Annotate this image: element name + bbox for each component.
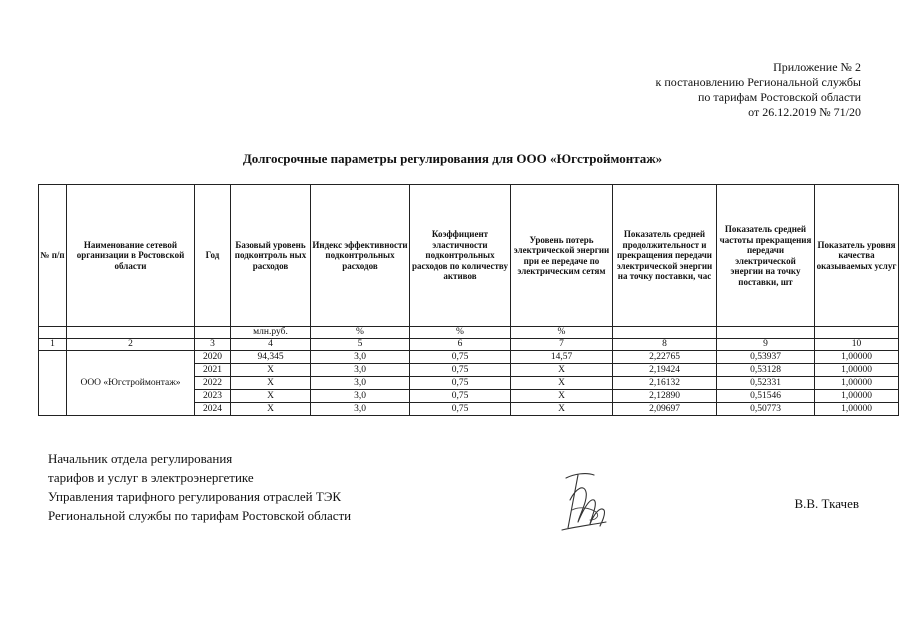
appendix-line: от 26.12.2019 № 71/20	[748, 105, 861, 119]
header-cell: Показатель уровня качества оказываемых услуг	[815, 185, 899, 327]
elasticity-coef-cell: 0,75	[410, 364, 511, 377]
efficiency-index-cell: 3,0	[311, 364, 410, 377]
appendix-line: к постановлению Региональной службы	[655, 75, 861, 89]
duration-cell: 2,19424	[613, 364, 717, 377]
unit-cell: %	[410, 327, 511, 339]
unit-cell	[67, 327, 195, 339]
appendix-line: Приложение № 2	[773, 60, 861, 74]
column-number: 8	[613, 339, 717, 351]
column-number: 4	[231, 339, 311, 351]
quality-cell: 1,00000	[815, 364, 899, 377]
frequency-cell: 0,53937	[717, 351, 815, 364]
document-title: Долгосрочные параметры регулирования для ООО «Югстроймонтаж»	[242, 151, 663, 166]
base-cost-cell: X	[231, 390, 311, 403]
elasticity-coef-cell: 0,75	[410, 390, 511, 403]
efficiency-index-cell: 3,0	[311, 390, 410, 403]
appendix-note	[541, 60, 861, 120]
column-number: 9	[717, 339, 815, 351]
signatory-name: В.В. Ткачев	[794, 496, 859, 511]
header-cell: Уровень потерь электрической энергии при ее передаче по электрическим сетям	[511, 185, 613, 327]
column-number: 10	[815, 339, 899, 351]
unit-cell	[613, 327, 717, 339]
year-cell: 2024	[195, 403, 231, 416]
elasticity-coef-cell: 0,75	[410, 403, 511, 416]
handwritten-signature	[556, 470, 612, 536]
header-cell: Год	[195, 185, 231, 327]
unit-cell	[717, 327, 815, 339]
losses-cell: X	[511, 390, 613, 403]
duration-cell: 2,22765	[613, 351, 717, 364]
quality-cell: 1,00000	[815, 403, 899, 416]
year-cell: 2020	[195, 351, 231, 364]
duration-cell: 2,12890	[613, 390, 717, 403]
quality-cell: 1,00000	[815, 390, 899, 403]
table-row	[39, 351, 899, 364]
header-cell: Наименование сетевой организации в Ростовской области	[67, 185, 195, 327]
frequency-cell: 0,53128	[717, 364, 815, 377]
column-number: 6	[410, 339, 511, 351]
header-cell: Индекс эффективности подконтрольных расходов	[311, 185, 410, 327]
duration-cell: 2,09697	[613, 403, 717, 416]
unit-cell	[195, 327, 231, 339]
elasticity-coef-cell: 0,75	[410, 351, 511, 364]
losses-cell: X	[511, 364, 613, 377]
year-cell: 2021	[195, 364, 231, 377]
unit-cell: %	[511, 327, 613, 339]
quality-cell: 1,00000	[815, 377, 899, 390]
frequency-cell: 0,50773	[717, 403, 815, 416]
signatory-position	[48, 449, 351, 525]
appendix-line: по тарифам Ростовской области	[697, 90, 861, 104]
frequency-cell: 0,52331	[717, 377, 815, 390]
efficiency-index-cell: 3,0	[311, 377, 410, 390]
year-cell: 2022	[195, 377, 231, 390]
column-number: 2	[67, 339, 195, 351]
column-number: 3	[195, 339, 231, 351]
signatory-line: Управления тарифного регулирования отраслей ТЭК	[48, 489, 342, 504]
header-cell: Показатель средней продолжительност и прекращения передачи электрической энергии на точку поставки, час	[613, 185, 717, 327]
efficiency-index-cell: 3,0	[311, 351, 410, 364]
elasticity-coef-cell: 0,75	[410, 377, 511, 390]
header-cell: № п/п	[39, 185, 67, 327]
organization-name: ООО «Югстроймонтаж»	[67, 351, 195, 416]
column-number: 7	[511, 339, 613, 351]
header-cell: Коэффициент эластичности подконтрольных расходов по количеству активов	[410, 185, 511, 327]
column-number: 1	[39, 339, 67, 351]
signatory-line: тарифов и услуг в электроэнергетике	[48, 470, 254, 485]
efficiency-index-cell: 3,0	[311, 403, 410, 416]
base-cost-cell: X	[231, 364, 311, 377]
base-cost-cell: X	[231, 403, 311, 416]
losses-cell: X	[511, 377, 613, 390]
base-cost-cell: X	[231, 377, 311, 390]
unit-cell: млн.руб.	[231, 327, 311, 339]
unit-cell	[39, 327, 67, 339]
regulation-parameters-table	[38, 184, 899, 416]
year-cell: 2023	[195, 390, 231, 403]
unit-cell	[815, 327, 899, 339]
row-index-cell	[39, 351, 67, 416]
quality-cell: 1,00000	[815, 351, 899, 364]
signatory-line: Начальник отдела регулирования	[48, 451, 233, 466]
losses-cell: 14,57	[511, 351, 613, 364]
header-cell: Показатель средней частоты прекращения передачи электрической энергии на точку поставки, шт	[717, 185, 815, 327]
duration-cell: 2,16132	[613, 377, 717, 390]
signatory-line: Региональной службы по тарифам Ростовской области	[48, 508, 352, 523]
losses-cell: X	[511, 403, 613, 416]
header-cell: Базовый уровень подконтроль ных расходов	[231, 185, 311, 327]
base-cost-cell: 94,345	[231, 351, 311, 364]
column-number: 5	[311, 339, 410, 351]
unit-cell: %	[311, 327, 410, 339]
frequency-cell: 0,51546	[717, 390, 815, 403]
